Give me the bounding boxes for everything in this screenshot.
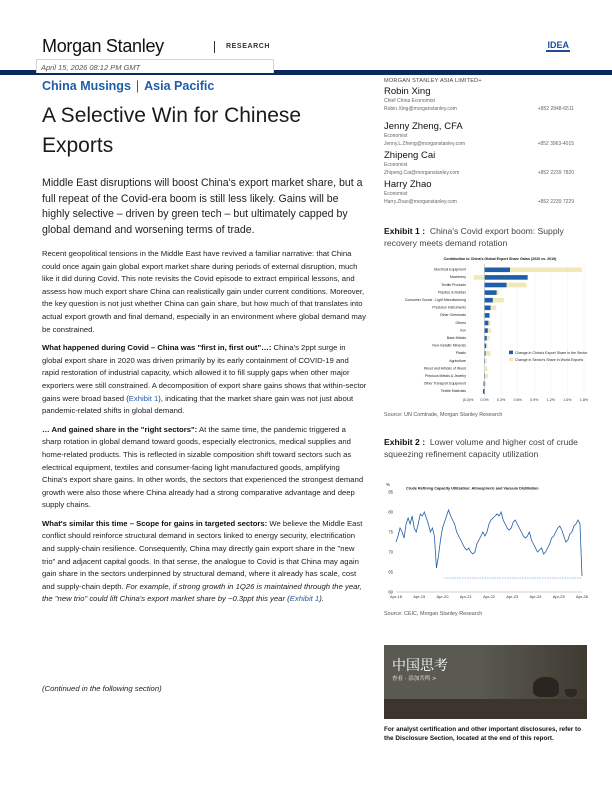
legend-entry: Change in China's Export Share in the Sector: [515, 350, 588, 355]
bar: [507, 283, 527, 288]
analyst-role: Chief China Economist: [384, 98, 435, 104]
analyst-card: [384, 179, 574, 206]
bar: [510, 268, 582, 273]
page-header: [42, 36, 572, 58]
exhibit-1-link-2[interactable]: Exhibit 1: [289, 594, 320, 604]
exhibit-1-link[interactable]: Exhibit 1: [128, 393, 159, 403]
chart-title: Crude Refining Capacity Utilization: Atmospheric and Vacuum Distillation: [406, 486, 539, 491]
bar: [497, 290, 499, 295]
category-label: Wood and Articles of Wood: [423, 366, 466, 371]
category-label: Other Chemicals: [439, 313, 466, 318]
bar: [485, 351, 486, 356]
entity-label: MORGAN STANLEY ASIA LIMITED+: [384, 78, 482, 84]
x-tick-label: Apr-25: [552, 594, 565, 599]
analyst-email[interactable]: Robin.Xing@morganstanley.com: [384, 106, 457, 112]
x-tick-label: Apr-26: [575, 594, 589, 599]
analyst-email[interactable]: Jenny.L.Zheng@morganstanley.com: [384, 141, 466, 147]
header-divider: [214, 41, 215, 53]
bar: [486, 344, 488, 349]
topic-separator: |: [135, 79, 140, 93]
paragraph-2-text-end: ), indicating that the market share gain was not just about pandemic-related shifts in global demand.: [42, 393, 354, 416]
legend-swatch: [509, 351, 513, 355]
category-label: Plastic: [455, 351, 466, 356]
promo-table: [384, 699, 587, 719]
analyst-phone: +852 2239 7229: [537, 199, 574, 205]
disclosure-note: For analyst certification and other important disclosures, refer to the Disclosure Section, located at the end of this report.: [384, 726, 582, 742]
analyst-contact: [384, 106, 574, 113]
analyst-contact: [384, 141, 574, 148]
category-label: Machinery: [449, 275, 466, 280]
exhibit-2-source: Source: CEIC, Morgan Stanley Research: [384, 611, 483, 617]
teacup-image: [565, 689, 577, 697]
analyst-contact: [384, 170, 574, 177]
bar: [488, 328, 491, 333]
category-label: Precious Metals & Jewelry: [424, 374, 466, 378]
bar: [488, 321, 490, 326]
research-label: RESEARCH: [226, 43, 271, 50]
promo-subtitle[interactable]: 查看 · 添加共鸣 >: [392, 676, 437, 682]
legend-swatch: [509, 358, 513, 362]
analyst-card: [384, 86, 574, 113]
analyst-email[interactable]: Zhipeng.Cai@morganstanley.com: [384, 170, 460, 176]
exhibit-1-label: Exhibit 1 :: [384, 226, 426, 236]
china-thinking-promo[interactable]: [384, 645, 587, 719]
category-label: Others: [455, 320, 466, 325]
y-tick-label: 85: [388, 489, 393, 495]
bar: [485, 298, 493, 303]
bar: [485, 328, 488, 333]
exhibit-1-title: [384, 225, 589, 249]
promo-title: 中国思考: [392, 658, 448, 674]
category-label: Plastics & Rubber: [438, 290, 466, 295]
legend-entry: Change in Sector's Share in World Exports: [515, 357, 584, 362]
y-tick-label: 75: [388, 529, 393, 535]
x-tick-label: (0.3)%: [462, 398, 474, 403]
region-link[interactable]: Asia Pacific: [144, 79, 215, 93]
bar: [485, 290, 497, 295]
x-tick-label: Apr-19: [413, 594, 426, 599]
paragraph-4-text: We believe the Middle East conflict should reinforce structural demand in sectors linked to energy security, electrification and supply-chain resilience. Consequently, China may directly gain export share in the "new trio" and adjacent capital goods. In that sense, the analogue to Covid is that China may again gain share in the sectors underpinned by structural demand, where it already has scale, cost and supply-chain depth.: [42, 518, 363, 591]
category-label: Base Metals: [446, 336, 466, 340]
analyst-contact: [384, 199, 574, 206]
paragraph-3-heading: … And gained share in the "right sectors":: [42, 424, 198, 434]
bar: [493, 298, 504, 303]
report-body: [42, 248, 367, 612]
analyst-name: Zhipeng Cai: [384, 150, 436, 161]
category-label: Textile Materials: [440, 389, 466, 394]
bar: [487, 336, 490, 341]
paragraph-4: [42, 518, 367, 606]
category-label: Iron: [459, 328, 466, 333]
bar: [485, 275, 528, 280]
y-tick-label: 70: [388, 549, 393, 555]
bar: [485, 306, 491, 311]
exhibit-2-caption: Lower volume and higher cost of crude squeezing refinement capacity utilization: [384, 437, 578, 459]
x-tick-label: 1.8%: [579, 398, 589, 403]
x-tick-label: Apr-24: [529, 594, 542, 599]
analyst-role: Economist: [384, 133, 408, 139]
y-axis-unit: %: [386, 482, 391, 487]
series-link[interactable]: China Musings: [42, 79, 131, 93]
analyst-email[interactable]: Harry.Zhao@morganstanley.com: [384, 199, 457, 205]
analyst-name: Harry Zhao: [384, 179, 432, 190]
exhibit-1-source: Source: UN Comtrade, Morgan Stanley Research: [384, 412, 503, 418]
x-tick-label: Apr-18: [389, 594, 403, 599]
utilization-series-line: [396, 510, 582, 576]
chart-title: Contribution to China's Global Export Share Gains (2020 vs. 2019): [443, 257, 557, 261]
category-label: Electrical Equipment: [434, 267, 466, 272]
x-tick-label: Apr-22: [482, 594, 496, 599]
paragraph-4-end: ).: [319, 594, 324, 604]
topic-line: [42, 79, 214, 93]
bar: [485, 283, 507, 288]
idea-link[interactable]: IDEA: [547, 40, 569, 50]
y-tick-label: 60: [388, 589, 393, 595]
x-tick-label: 1.5%: [563, 398, 572, 403]
x-tick-label: 0.0%: [480, 398, 489, 403]
category-label: Precision Instruments: [432, 305, 466, 310]
bar: [485, 344, 487, 349]
bar: [485, 366, 488, 371]
bar: [485, 313, 490, 318]
x-tick-label: 0.3%: [497, 398, 506, 403]
bar: [485, 321, 489, 326]
analyst-phone: +852 2848-6511: [537, 106, 574, 112]
bar: [486, 351, 491, 356]
report-title: A Selective Win for Chinese Exports: [42, 104, 302, 157]
category-label: Consumer Goods - Light Manufacturing: [404, 298, 466, 302]
exhibit-2-label: Exhibit 2 :: [384, 437, 426, 447]
x-tick-label: Apr-23: [506, 594, 519, 599]
analyst-role: Economist: [384, 191, 408, 197]
category-label: Textile Products: [441, 282, 466, 287]
bar: [491, 306, 497, 311]
refining-utilization-line-chart: [384, 480, 589, 606]
paragraph-2: [42, 342, 367, 418]
y-tick-label: 65: [388, 569, 393, 575]
paragraph-2-text: China's 2ppt surge in global export share in 2020 was driven primarily by its early containment of COVID-19 and rapid restoration of industrial capacity, which allowed it to fill supply gaps when other major exporters were still constrained. A decomposition of export share gains shows that within-sector gains were broad based (: [42, 343, 367, 403]
bar: [485, 336, 487, 341]
paragraph-4-italic: For example, if strong growth in 1Q26 is maintained through the year, the "new trio" could lift China's export market share by ~0.3ppt this year (: [42, 581, 362, 604]
export-share-bar-chart: [384, 254, 589, 406]
y-tick-label: 80: [388, 509, 393, 515]
x-tick-label: Apr-21: [459, 594, 472, 599]
bar: [485, 359, 486, 364]
x-tick-label: 0.6%: [513, 398, 522, 403]
bar: [484, 374, 485, 379]
bar: [485, 268, 510, 273]
teapot-image: [533, 677, 559, 697]
analyst-phone: +852 2239 7820: [537, 170, 574, 176]
x-tick-label: 1.2%: [546, 398, 555, 403]
continued-note: (Continued in the following section): [42, 684, 162, 693]
category-label: Agriculture: [449, 358, 466, 363]
morgan-stanley-logo[interactable]: Morgan Stanley: [42, 36, 164, 56]
analyst-role: Economist: [384, 162, 408, 168]
analyst-card: [384, 121, 574, 148]
analyst-name: Robin Xing: [384, 86, 431, 97]
bar: [485, 359, 487, 364]
bar: [474, 275, 485, 280]
analyst-name: Jenny Zheng, CFA: [384, 121, 463, 132]
publish-date: April 15, 2026 08:12 PM GMT: [36, 59, 274, 73]
bar: [483, 313, 484, 318]
x-tick-label: Apr-20: [436, 594, 449, 599]
x-tick-label: 0.9%: [530, 398, 539, 403]
bar: [485, 382, 487, 387]
bar: [483, 382, 484, 387]
paragraph-1: Recent geopolitical tensions in the Middle East have revived a familiar narrative: that China could once again gain global export market share during periods of external disruption, much like it did during Covid. This note revisits the Covid episode to extract empirical lessons, and assess how much export share China can realistically gain under current conditions. Moreover, the key question is not just whether China can gain share, but how much of that translates into actual export growth and final demand, especially in an environment where global demand may be constrained.: [42, 249, 366, 334]
paragraph-4-heading: What's similar this time – Scope for gains in targeted sectors:: [42, 518, 268, 528]
category-label: Other Transport Equipment: [423, 381, 466, 386]
exhibit-1-caption: China's Covid export boom: Supply recovery meets demand rotation: [384, 226, 564, 248]
paragraph-3-text: At the same time, the pandemic triggered a sharp rotation in global demand toward goods, especially electronics, medical supplies and home-related products. This is reflected in sizable composition shift toward sectors such as electrical equipment, textiles and consumer-facing light manufactured goods, amplifying China's export share gains. In other words, the sectors that experienced the strongest demand growth were also those where China already had a strong comparative advantage and deep supply chains.: [42, 424, 364, 510]
paragraph-2-heading: What happened during Covid – China was "first in, first out"…:: [42, 343, 272, 353]
bar: [485, 374, 488, 379]
exhibit-2-title: [384, 436, 589, 460]
analyst-phone: +852 3963-4015: [537, 141, 574, 147]
bar: [483, 389, 485, 394]
analyst-card: [384, 150, 574, 177]
paragraph-3: [42, 424, 367, 512]
report-summary: Middle East disruptions will boost China's export market share, but a full repeat of the Covid-era boom is still less likely. Gains will be highly selective – driven by green tech – but ultimately capped by global demand and worsening terms of trade.: [42, 177, 363, 236]
category-label: Non-metallic Minerals: [432, 343, 466, 348]
